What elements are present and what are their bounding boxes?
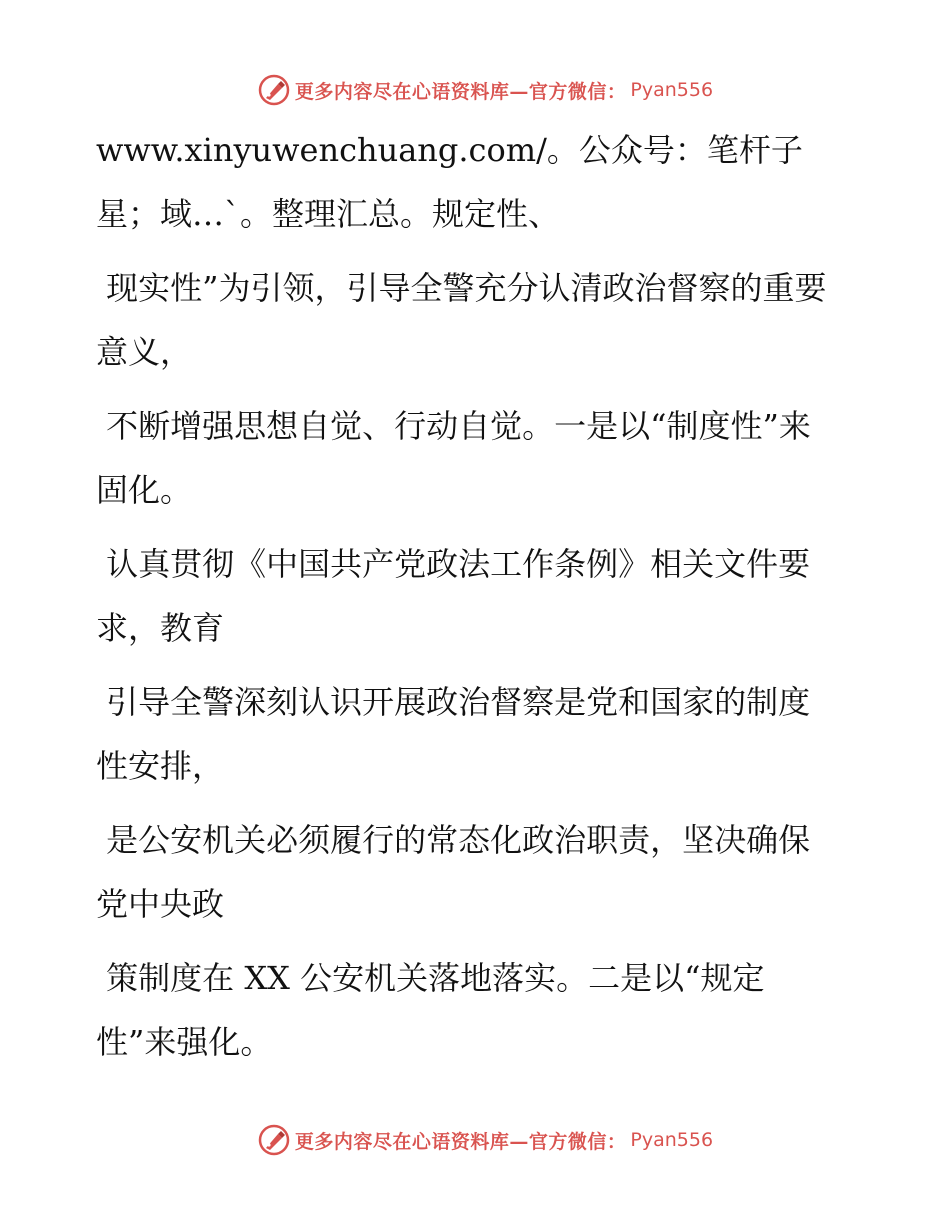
footer-brand-text: 更多内容尽在心语资料库—官方微信： [294,1130,627,1153]
header-brand-text: 更多内容尽在心语资料库—官方微信： [294,80,627,103]
paragraph-2: 现实性”为引领，引导全警充分认清政治督察的重要意义， [96,269,827,371]
paragraph-7: 策制度在 XX 公安机关落地落实。二是以“规定性”来强化。 [96,959,765,1061]
paragraph-3: 不断增强思想自觉、行动自觉。一是以“制度性”来固化。 [96,407,811,509]
document-body [96,118,836,1084]
header-wechat-id: Pyan556 [630,79,714,101]
header-banner [0,70,950,110]
footer-wechat-id: Pyan556 [630,1129,714,1151]
paragraph-5: 引导全警深刻认识开展政治督察是党和国家的制度性安排， [96,683,811,785]
paragraph-6: 是公安机关必须履行的常态化政治职责，坚决确保党中央政 [96,821,811,923]
pen-nib-logo-icon [257,1123,291,1157]
paragraph-4: 认真贯彻《中国共产党政法工作条例》相关文件要求，教育 [96,545,811,647]
paragraph-1: www.xinyuwenchuang.com/。公众号：笔杆子星；域…`。整理汇总。规定性、 [96,131,803,233]
header-banner-inner [257,73,713,107]
footer-banner [0,1120,950,1160]
footer-banner-inner [257,1123,713,1157]
pen-nib-logo-icon [257,73,291,107]
